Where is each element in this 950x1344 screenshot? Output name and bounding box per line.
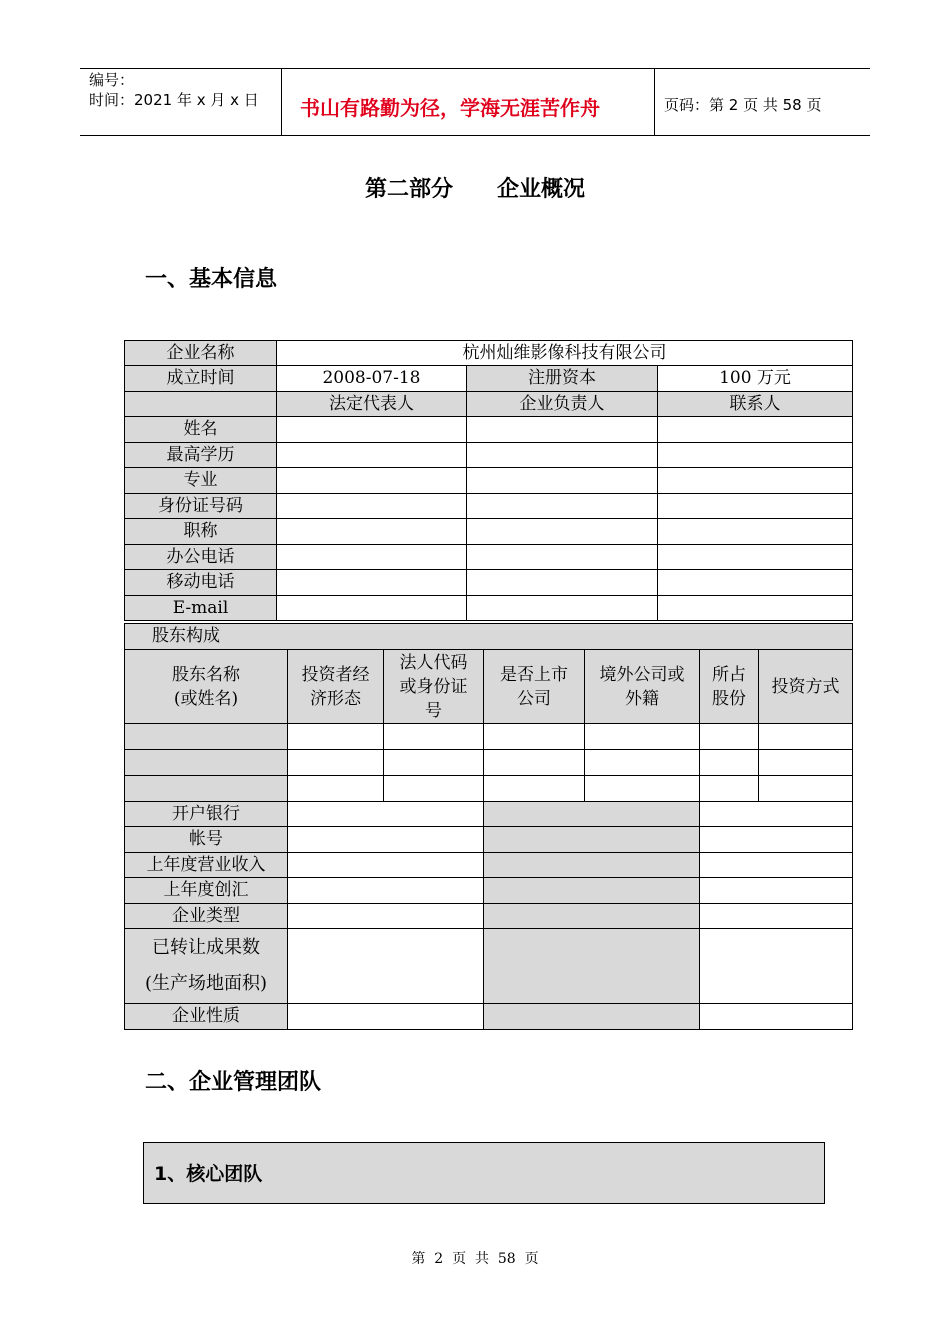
field-cell[interactable] <box>288 929 484 1004</box>
field-cell[interactable] <box>384 776 484 802</box>
section-heading-basic-info: 一、基本信息 <box>145 267 278 292</box>
field-cell[interactable] <box>277 545 467 570</box>
col-contact: 联系人 <box>658 392 853 417</box>
blank-cell <box>125 392 277 417</box>
header-top-rule <box>80 68 870 69</box>
label-company-name: 企业名称 <box>125 341 277 366</box>
row-label-major: 专业 <box>125 468 277 494</box>
row-label-enterprise-nature: 企业性质 <box>125 1004 288 1030</box>
field-cell[interactable] <box>467 417 658 443</box>
field-cell[interactable] <box>288 802 484 827</box>
value-company-name: 杭州灿维影像科技有限公司 <box>277 341 853 366</box>
basic-info-table <box>124 340 853 621</box>
shareholder-name-cell[interactable] <box>125 724 288 750</box>
header-number: 编号： <box>89 71 135 89</box>
field-cell[interactable] <box>759 776 853 802</box>
row-label-title: 职称 <box>125 519 277 545</box>
field-cell[interactable] <box>658 545 853 570</box>
shaded-cell <box>484 827 700 853</box>
core-team-box <box>143 1142 825 1204</box>
shaded-cell <box>484 1004 700 1030</box>
field-cell[interactable] <box>277 443 467 468</box>
col-invest-method: 投资方式 <box>759 650 853 724</box>
row-label-enterprise-type: 企业类型 <box>125 904 288 929</box>
field-cell[interactable] <box>384 750 484 776</box>
col-foreign: 境外公司或 外籍 <box>585 650 700 724</box>
row-label-revenue: 上年度营业收入 <box>125 853 288 878</box>
shareholder-name-cell[interactable] <box>125 776 288 802</box>
field-cell[interactable] <box>467 570 658 596</box>
col-legal-rep: 法定代表人 <box>277 392 467 417</box>
field-cell[interactable] <box>700 904 853 929</box>
field-cell[interactable] <box>467 468 658 494</box>
col-legal-code: 法人代码 或身份证 号 <box>384 650 484 724</box>
field-cell[interactable] <box>277 417 467 443</box>
field-cell[interactable] <box>658 519 853 545</box>
shareholder-name-cell[interactable] <box>125 750 288 776</box>
field-cell[interactable] <box>277 570 467 596</box>
shaded-cell <box>484 878 700 904</box>
field-cell[interactable] <box>700 878 853 904</box>
row-label-name: 姓名 <box>125 417 277 443</box>
row-label-forex: 上年度创汇 <box>125 878 288 904</box>
field-cell[interactable] <box>277 494 467 519</box>
field-cell[interactable] <box>759 750 853 776</box>
page-footer: 第 2 页 共 58 页 <box>411 1251 539 1267</box>
row-label-id-number: 身份证号码 <box>125 494 277 519</box>
field-cell[interactable] <box>484 776 585 802</box>
col-shareholder-name: 股东名称 (或姓名) <box>125 650 288 724</box>
col-head: 企业负责人 <box>467 392 658 417</box>
col-investor-type: 投资者经 济形态 <box>288 650 384 724</box>
field-cell[interactable] <box>384 724 484 750</box>
col-share: 所占 股份 <box>700 650 759 724</box>
field-cell[interactable] <box>700 853 853 878</box>
field-cell[interactable] <box>759 724 853 750</box>
field-cell[interactable] <box>277 596 467 621</box>
field-cell[interactable] <box>288 878 484 904</box>
field-cell[interactable] <box>288 776 384 802</box>
field-cell[interactable] <box>467 545 658 570</box>
field-cell[interactable] <box>288 853 484 878</box>
value-capital: 100 万元 <box>658 366 853 392</box>
field-cell[interactable] <box>467 443 658 468</box>
field-cell[interactable] <box>467 519 658 545</box>
field-cell[interactable] <box>288 904 484 929</box>
field-cell[interactable] <box>658 570 853 596</box>
page-title: 第二部分 企业概况 <box>364 177 585 202</box>
field-cell[interactable] <box>658 596 853 621</box>
field-cell[interactable] <box>658 494 853 519</box>
shaded-cell <box>484 802 700 827</box>
field-cell[interactable] <box>658 443 853 468</box>
transfer-line-2: (生产场地面积) <box>144 973 268 994</box>
row-label-email: E-mail <box>125 596 277 621</box>
header-divider <box>281 68 282 136</box>
label-capital: 注册资本 <box>467 366 658 392</box>
field-cell[interactable] <box>700 929 853 1004</box>
field-cell[interactable] <box>288 750 384 776</box>
header-divider <box>654 68 655 136</box>
field-cell[interactable] <box>700 750 759 776</box>
field-cell[interactable] <box>288 1004 484 1030</box>
field-cell[interactable] <box>700 1004 853 1030</box>
field-cell[interactable] <box>277 468 467 494</box>
shareholder-section-title: 股东构成 <box>125 624 853 650</box>
section-heading-management-team: 二、企业管理团队 <box>145 1070 322 1095</box>
row-label-transferred-results <box>125 929 288 1004</box>
shaded-cell <box>484 853 700 878</box>
field-cell[interactable] <box>585 724 700 750</box>
field-cell[interactable] <box>658 417 853 443</box>
field-cell[interactable] <box>467 494 658 519</box>
field-cell[interactable] <box>288 724 384 750</box>
row-label-account: 帐号 <box>125 827 288 853</box>
transfer-line-1: 已转让成果数 <box>152 937 260 958</box>
shaded-cell <box>484 904 700 929</box>
header-time: 时间：2021 年 x 月 x 日 <box>89 91 259 109</box>
header-page-info: 页码：第 2 页 共 58 页 <box>664 96 822 114</box>
field-cell[interactable] <box>484 724 585 750</box>
row-label-mobile: 移动电话 <box>125 570 277 596</box>
shaded-cell <box>484 929 700 1004</box>
field-cell[interactable] <box>700 776 759 802</box>
value-founded: 2008-07-18 <box>277 366 467 392</box>
row-label-education: 最高学历 <box>125 443 277 468</box>
field-cell[interactable] <box>484 750 585 776</box>
field-cell[interactable] <box>700 724 759 750</box>
row-label-office-phone: 办公电话 <box>125 545 277 570</box>
core-team-heading: 1、核心团队 <box>154 1163 263 1185</box>
field-cell[interactable] <box>585 750 700 776</box>
shareholder-table <box>124 623 853 1030</box>
field-cell[interactable] <box>277 519 467 545</box>
field-cell[interactable] <box>700 802 853 827</box>
col-listed: 是否上市 公司 <box>484 650 585 724</box>
field-cell[interactable] <box>658 468 853 494</box>
field-cell[interactable] <box>467 596 658 621</box>
header-bottom-rule <box>80 135 870 136</box>
row-label-bank: 开户银行 <box>125 802 288 827</box>
field-cell[interactable] <box>288 827 484 853</box>
label-founded: 成立时间 <box>125 366 277 392</box>
field-cell[interactable] <box>700 827 853 853</box>
field-cell[interactable] <box>585 776 700 802</box>
header-motto: 书山有路勤为径，学海无涯苦作舟 <box>300 96 600 120</box>
